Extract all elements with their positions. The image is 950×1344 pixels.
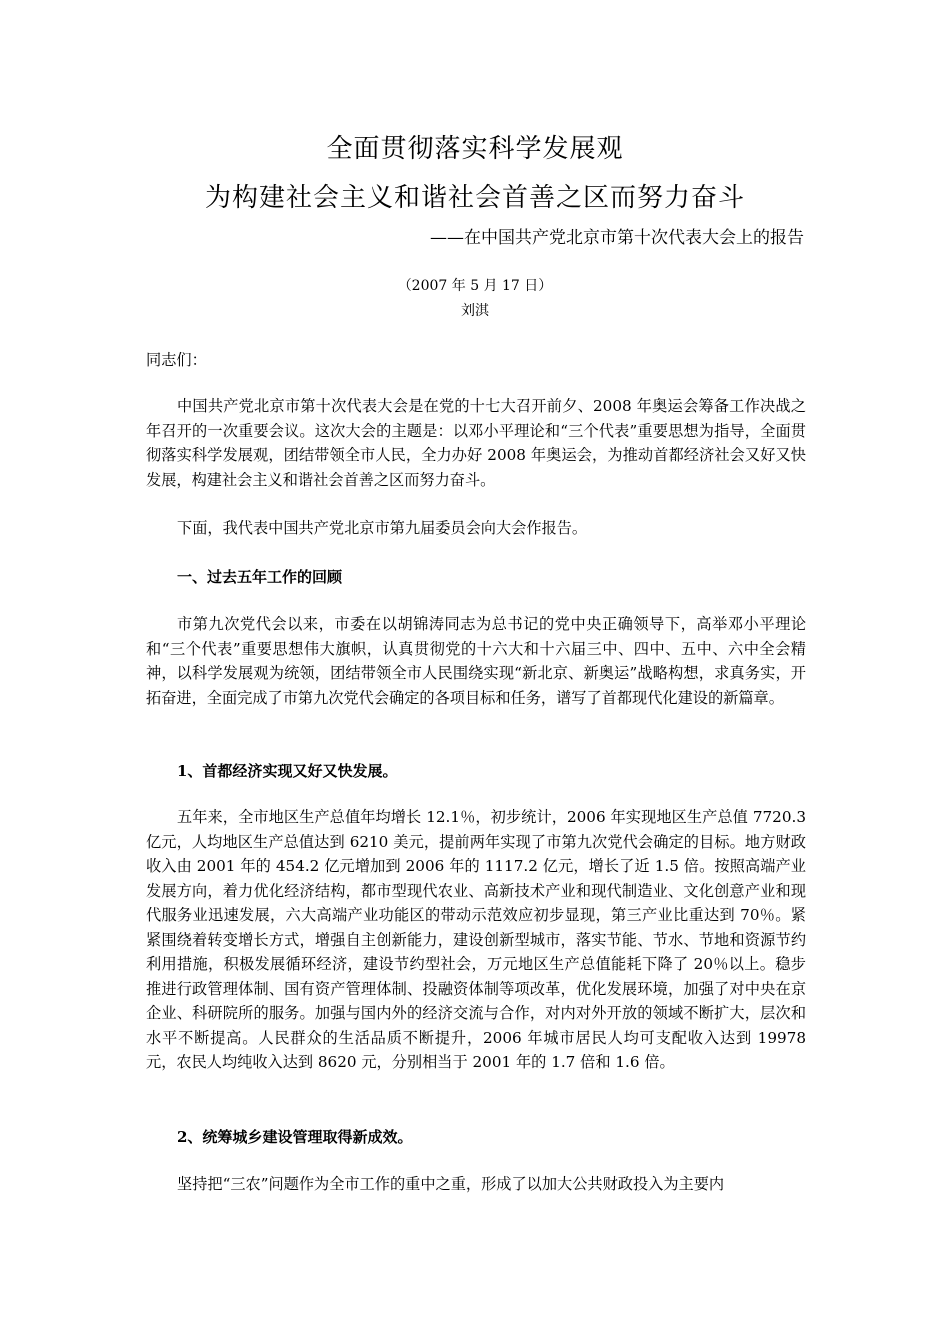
paragraph-economy: 五年来，全市地区生产总值年均增长 12.1％，初步统计，2006 年实现地区生产总值 7720.3 亿元，人均地区生产总值达到 6210 美元，提前两年实现了市第九次党代会确定的目标。地方财政收入由 2001 年的 454.2 亿元增加到 2006 年的 1117.2 亿元，增长了近 1.5 倍。按照高端产业发展方向，着力优化经济结构，都市型现代农业、高新技术产业和现代制造业、文化创意产业和现代服务业迅速发展，六大高端产业功能区的带动示范效应初步显现，第三产业比重达到 70％。紧紧围绕着转变增长方式，增强自主创新能力，建设创新型城市，落实节能、节水、节地和资源节约利用措施，积极发展循环经济，建设节约型社会，万元地区生产总值能耗下降了 20％以上。稳步推进行政管理体制、国有资产管理体制、投融资体制等项改革，优化发展环境，加强了对中央在京企业、科研院所的服务。加强与国内外的经济交流与合作，对内对外开放的领域不断扩大，层次和水平不断提高。人民群众的生活品质不断提升，2006 年城市居民人均可支配收入达到 19978 元，农民人均纯收入达到 8620 元，分别相当于 2001 年的 1.7 倍和 1.6 倍。 bbox=[146, 808, 806, 1071]
paragraph-report: 下面，我代表中国共产党北京市第九届委员会向大会作报告。 bbox=[177, 519, 588, 537]
document-title-line-1: 全面贯彻落实科学发展观 bbox=[326, 134, 624, 164]
subsection-heading-economy: 1、首都经济实现又好又快发展。 bbox=[177, 762, 398, 780]
paragraph-rural: 坚持把“三农”问题作为全市工作的重中之重，形成了以加大公共财政投入为主要内 bbox=[177, 1175, 725, 1193]
salutation: 同志们： bbox=[146, 351, 207, 369]
paragraph-review: 市第九次党代会以来，市委在以胡锦涛同志为总书记的党中央正确领导下，高举邓小平理论和“三个代表”重要思想伟大旗帜，认真贯彻党的十六大和十六届三中、四中、五中、六中全会精神，以科学发展观为统领，团结带领全市人民围绕实现“新北京、新奥运”战略构想，求真务实，开拓奋进，全面完成了市第九次党代会确定的各项目标和任务，谱写了首都现代化建设的新篇章。 bbox=[146, 615, 806, 707]
document-date: （2007 年 5 月 17 日） bbox=[397, 278, 553, 294]
document-title-line-2: 为构建社会主义和谐社会首善之区而努力奋斗 bbox=[204, 183, 745, 213]
subsection-heading-urban-rural: 2、统筹城乡建设管理取得新成效。 bbox=[177, 1128, 413, 1146]
document-subtitle: ——在中国共产党北京市第十次代表大会上的报告 bbox=[430, 228, 804, 248]
paragraph-intro: 中国共产党北京市第十次代表大会是在党的十七大召开前夕、2008 年奥运会筹备工作决战之年召开的一次重要会议。这次大会的主题是：以邓小平理论和“三个代表”重要思想为指导，全面贯彻落实科学发展观，团结带领全市人民，全力办好 2008 年奥运会，为推动首都经济社会又好又快发展，构建社会主义和谐社会首善之区而努力奋斗。 bbox=[146, 397, 806, 489]
document-author: 刘淇 bbox=[461, 303, 489, 319]
section-heading-review: 一、过去五年工作的回顾 bbox=[177, 568, 343, 586]
